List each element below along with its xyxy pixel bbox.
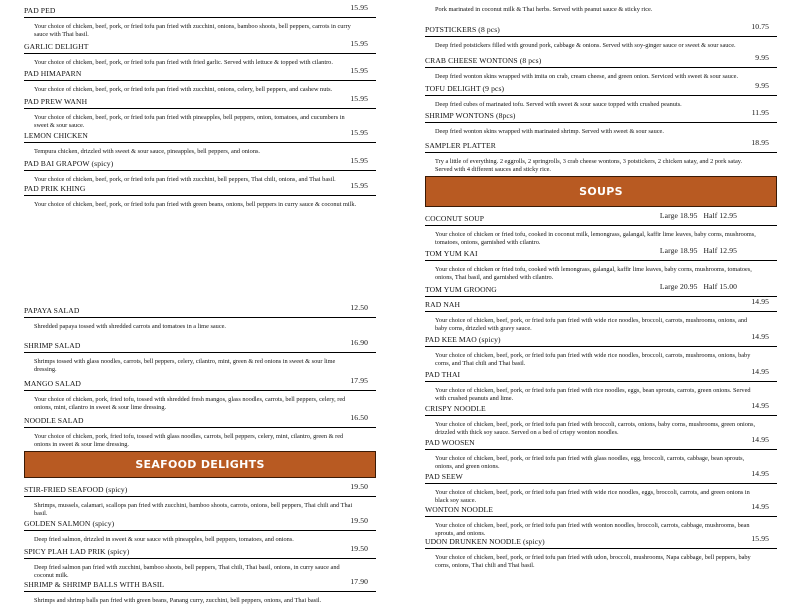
menu-item-divider xyxy=(24,108,376,109)
menu-item-description: Your choice of chicken, beef, pork, or fried tofu pan fried with broccoli, carrots, onions, baby corns, mushrooms, green onions, drizzled with thick soy sauce. Served on a bed of crispy wonton noodles. xyxy=(435,421,756,437)
menu-item-description: Pork marinated in coconut milk & Thai herbs. Served with peanut sauce & sticky rice. xyxy=(435,6,653,13)
menu-item-shrimp-wontons-8pcs xyxy=(425,108,777,135)
menu-item-description: Your choice of chicken, pork, fried tofu, tossed with shredded fresh mangos, glass noodles, carrots, bell peppers, celery, red onions, mint, cilantro in sweet & sour lime dressing. xyxy=(34,396,346,412)
menu-item-price: 15.95 xyxy=(350,128,368,137)
menu-item-size-prices: Large 18.95 Half 12.95 xyxy=(659,246,737,255)
menu-item-name: PAD WOOSEN xyxy=(425,438,475,447)
menu-item-size-prices: Large 20.95 Half 15.00 xyxy=(659,282,737,291)
menu-item-divider xyxy=(425,152,777,153)
menu-item-price: 10.75 xyxy=(751,22,769,31)
menu-item-name: SHRIMP WONTONS (8pcs) xyxy=(425,111,516,120)
menu-item-name: PAD BAI GRAPOW (spicy) xyxy=(24,159,114,168)
menu-item-divider xyxy=(24,170,376,171)
menu-item-name: PAD SEEW xyxy=(425,472,463,481)
menu-item-potstickers-8-pcs xyxy=(425,22,777,49)
menu-item-price: 14.95 xyxy=(751,332,769,341)
menu-item-name: MANGO SALAD xyxy=(24,379,81,388)
menu-item-price: 14.95 xyxy=(751,502,769,511)
menu-item-header xyxy=(425,401,777,416)
menu-item-description: Your choice of chicken, beef, pork, or fried tofu pan fried with zucchini, bell peppers, Thai chili, onions, and Thai basil. xyxy=(34,176,336,183)
menu-item-golden-salmon-spicy xyxy=(24,516,376,543)
menu-item-description: Your choice of chicken, beef, pork, or fried tofu pan fried with wide rice noodles, broccoli, carrots, mushrooms, onions, baby corns, and Thai chili and Thai basil. xyxy=(435,352,751,368)
menu-item-price: 14.95 xyxy=(751,469,769,478)
menu-item-description: Shrimps and shrimp balls pan fried with green beans, Panang curry, zucchini, bell peppers, onions, and Thai basil. xyxy=(34,597,322,604)
menu-item-divider xyxy=(425,36,777,37)
menu-item-divider xyxy=(425,346,777,347)
menu-item-divider xyxy=(24,530,376,531)
menu-item-description: Deep fried potstickers filled with ground pork, cabbage & onions. Served with soy-ginger sauce or sweet & sour sauce. xyxy=(435,42,736,49)
menu-item-wonton-noodle xyxy=(425,502,777,538)
menu-item-header xyxy=(24,39,376,54)
menu-item-name: CRISPY NOODLE xyxy=(425,404,486,413)
menu-item-divider xyxy=(425,548,777,549)
menu-item-pad-bai-grapow-spicy xyxy=(24,156,376,183)
menu-item-name: WONTON NOODLE xyxy=(425,505,494,514)
menu-item-header xyxy=(24,181,376,196)
menu-item-name: GOLDEN SALMON (spicy) xyxy=(24,519,115,528)
menu-item-description: Deep fried salmon, drizzled in sweet & sour sauce with pineapples, bell peppers, tomatoes, and onions. xyxy=(34,536,294,543)
menu-item-description: Your choice of chicken or fried tofu, cooked in coconut milk, lemongrass, galangal, kaffir lime leaves, baby corns, mushrooms, tomatoes, onions, garnished with cilantro. xyxy=(435,231,756,247)
menu-item-divider xyxy=(425,122,777,123)
menu-item-header xyxy=(425,332,777,347)
menu-item-divider xyxy=(425,311,777,312)
menu-item-header xyxy=(425,469,777,484)
menu-item-name: GARLIC DELIGHT xyxy=(24,42,89,51)
menu-item-name: PAD PREW WANH xyxy=(24,97,88,106)
menu-item-rad-nah xyxy=(425,297,777,333)
menu-item-header xyxy=(24,3,376,18)
menu-item-price: 19.50 xyxy=(350,516,368,525)
menu-item-name: PAD PED xyxy=(24,6,56,15)
menu-item-spicy-plah-lad-prik-spicy xyxy=(24,544,376,580)
menu-item-garlic-delight xyxy=(24,39,376,66)
menu-item-divider xyxy=(24,496,376,497)
menu-item-header xyxy=(24,577,376,592)
menu-item-header xyxy=(425,282,777,297)
menu-item-divider xyxy=(425,516,777,517)
menu-item-divider xyxy=(425,381,777,382)
menu-item-divider xyxy=(425,415,777,416)
menu-item-header xyxy=(425,502,777,517)
menu-item-name: NOODLE SALAD xyxy=(24,416,84,425)
menu-item-price: 19.50 xyxy=(350,544,368,553)
menu-item-header xyxy=(24,94,376,109)
menu-item-papaya-salad xyxy=(24,303,376,330)
menu-item-header xyxy=(425,138,777,153)
menu-item-price: 18.95 xyxy=(751,138,769,147)
menu-item-divider xyxy=(425,95,777,96)
menu-item-crab-cheese-wontons-8-pcs xyxy=(425,53,777,80)
menu-item-name: RAD NAH xyxy=(425,300,461,309)
soups-banner: SOUPS xyxy=(425,176,777,207)
menu-item-name: SHRIMP SALAD xyxy=(24,341,81,350)
menu-item-pad-thai xyxy=(425,367,777,403)
menu-item-description: Shrimps, mussels, calamari, scallops pan fried with zucchini, bamboo shoots, carrots, onions, bell peppers, Thai chili and Thai basil. xyxy=(34,502,353,518)
menu-item-shrimp-salad xyxy=(24,338,376,374)
menu-item-header xyxy=(24,482,376,497)
menu-item-header xyxy=(425,81,777,96)
menu-item-lemon-chicken xyxy=(24,128,376,155)
menu-item-size-prices: Large 18.95 Half 12.95 xyxy=(659,211,737,220)
menu-item-divider xyxy=(425,260,777,261)
menu-item-description: Your choice of chicken or fried tofu, cooked with lemongrass, galangal, kaffir lime leaves, baby corns, mushrooms, tomatoes, onions, Thai basil, and garnished with cilantro. xyxy=(435,266,752,282)
menu-item-divider xyxy=(425,296,777,297)
menu-item-name: SPICY PLAH LAD PRIK (spicy) xyxy=(24,547,130,556)
menu-item-header xyxy=(425,534,777,549)
menu-item-description: Your choice of chicken, beef, pork, or fried tofu pan fried with udon, broccoli, mushrooms, Napa cabbage, bell peppers, baby corns, onions, Thai chili and Thai basil. xyxy=(435,554,751,570)
menu-item-description: Deep fried cubes of marinated tofu. Served with sweet & sour sauce topped with crushed peanuts. xyxy=(435,101,682,108)
menu-item-divider xyxy=(24,80,376,81)
menu-item-divider xyxy=(24,390,376,391)
menu-item-header xyxy=(24,516,376,531)
menu-item-description: Your choice of chicken, beef, pork, or fried tofu pan fried with wide rice noodles, broccoli, carrots, mushrooms, onions, and baby corns, drizzled with gravy sauce. xyxy=(435,317,748,333)
menu-item-price: 16.90 xyxy=(350,338,368,347)
menu-item-price: 17.95 xyxy=(350,376,368,385)
menu-item-description: Your choice of chicken, pork, fried tofu, tossed with glass noodles, carrots, bell peppers, celery, mint, cilantro, green & red onions in sweet & sour lime dressing. xyxy=(34,433,344,449)
menu-item-divider xyxy=(24,558,376,559)
menu-item-description: Your choice of chicken, beef, pork, or fried tofu pan fried with zucchini, onions, celery, bell peppers, and cashew nuts. xyxy=(34,86,333,93)
menu-item-header xyxy=(24,544,376,559)
menu-item-description: Your choice of chicken, beef, pork, or fried tofu pan fried with glass noodles, egg, broccoli, carrots, cabbage, bean sprouts, onions, and green onions. xyxy=(435,455,745,471)
menu-item-name: SHRIMP & SHRIMP BALLS WITH BASIL xyxy=(24,580,165,589)
menu-item-price: 19.50 xyxy=(350,482,368,491)
menu-item-price: 9.95 xyxy=(755,53,769,62)
menu-item-name: PAD KEE MAO (spicy) xyxy=(425,335,501,344)
menu-item-mango-salad xyxy=(24,376,376,412)
menu-item-description: Your choice of chicken, beef, pork, or fried tofu pan fried with zucchini, onions, bamboo shoots, bell peppers, carrots in curry sauce with Thai basil. xyxy=(34,23,351,39)
menu-item-name: LEMON CHICKEN xyxy=(24,131,88,140)
menu-item-name: TOFU DELIGHT (9 pcs) xyxy=(425,84,505,93)
menu-item-description: Your choice of chicken, beef, pork, or fried tofu pan fried with wide rice noodles, eggs, broccoli, carrots, and green onions in black soy sauce. xyxy=(435,489,750,505)
menu-item-name: PAD THAI xyxy=(425,370,461,379)
menu-item-price: 14.95 xyxy=(751,401,769,410)
menu-item-divider xyxy=(24,195,376,196)
menu-item-description: Deep fried wonton skins wrapped with imita on crab, cream cheese, and green onion. Serviced with sweet & sour sauce. xyxy=(435,73,739,80)
menu-item-pad-prik-khing xyxy=(24,181,376,208)
menu-item-divider xyxy=(24,427,376,428)
menu-item-header xyxy=(425,367,777,382)
menu-item-pad-woosen xyxy=(425,435,777,471)
menu-item-udon-drunken-noodle-spicy xyxy=(425,534,777,570)
menu-item-pad-kee-mao-spicy xyxy=(425,332,777,368)
menu-item-price: 15.95 xyxy=(350,181,368,190)
menu-item-noodle-salad xyxy=(24,413,376,449)
menu-item-divider xyxy=(24,317,376,318)
menu-item-name: CRAB CHEESE WONTONS (8 pcs) xyxy=(425,56,542,65)
menu-item-pad-prew-wanh xyxy=(24,94,376,130)
menu-item-description: Your choice of chicken, beef, pork, or fried tofu pan fried with rice noodles, eggs, bean sprouts, carrots, green onions. Served with crushed peanuts and lime. xyxy=(435,387,751,403)
menu-item-price: 15.95 xyxy=(350,94,368,103)
menu-item-description: Try a little of everything. 2 eggrolls, 2 springrolls, 3 crab cheese wontons, 3 potstickers, 2 chicken satay, and 2 pork satay. Served with 4 different sauces and sticky rice. xyxy=(435,158,743,174)
menu-item-divider xyxy=(425,483,777,484)
menu-item-tom-yum-groong xyxy=(425,282,777,297)
menu-item-description: Shrimps tossed with glass noodles, carrots, bell peppers, celery, cilantro, mint, green & red onions in sweet & sour lime dressing. xyxy=(34,358,336,374)
menu-item-name: PAD PRIK KHING xyxy=(24,184,86,193)
menu-item-price: 15.95 xyxy=(350,156,368,165)
menu-item-divider xyxy=(24,53,376,54)
menu-item-description: Your choice of chicken, beef, pork, or fried tofu pan fried with green beans, onions, bell peppers in curry sauce & coconut milk. xyxy=(34,201,357,208)
menu-item-name: STIR-FRIED SEAFOOD (spicy) xyxy=(24,485,128,494)
menu-item-header xyxy=(425,22,777,37)
menu-item-header xyxy=(24,303,376,318)
menu-item-divider xyxy=(24,352,376,353)
menu-item-header xyxy=(24,338,376,353)
menu-item-price: 9.95 xyxy=(755,81,769,90)
menu-item-divider xyxy=(425,225,777,226)
menu-item-price: 16.50 xyxy=(350,413,368,422)
menu-item-divider xyxy=(425,67,777,68)
menu-item-crispy-noodle xyxy=(425,401,777,437)
menu-item-price: 12.50 xyxy=(350,303,368,312)
menu-item-header xyxy=(425,211,777,226)
menu-item-header xyxy=(425,435,777,450)
menu-item-price: 15.95 xyxy=(350,3,368,12)
menu-item-price: 15.95 xyxy=(350,39,368,48)
menu-item-description: Shredded papaya tossed with shredded carrots and tomatoes in a lime sauce. xyxy=(34,323,226,330)
menu-item-description: Your choice of chicken, beef, pork, or fried tofu pan fried with pineapples, bell peppers, onion, tomatoes, and cucumbers in sweet & sour sauce. xyxy=(34,114,345,130)
menu-item-header xyxy=(24,128,376,143)
menu-item-header xyxy=(24,413,376,428)
menu-item-price: 15.95 xyxy=(350,66,368,75)
menu-item-header xyxy=(24,156,376,171)
menu-item-header xyxy=(425,108,777,123)
menu-item-price: 15.95 xyxy=(751,534,769,543)
menu-item-coconut-soup xyxy=(425,211,777,247)
menu-item-header xyxy=(425,246,777,261)
seafood-delights-banner: SEAFOOD DELIGHTS xyxy=(24,451,376,478)
menu-item-pad-himaparn xyxy=(24,66,376,93)
menu-item-name: TOM YUM KAI xyxy=(425,249,478,258)
menu-item-pad-ped xyxy=(24,3,376,39)
menu-item-header xyxy=(425,297,777,312)
menu-item-header xyxy=(24,376,376,391)
menu-item-description: Deep fried salmon pan fried with zucchini, bamboo shoots, bell peppers, Thai chili, Thai basil, onions, in curry sauce and coconut milk. xyxy=(34,564,340,580)
menu-item-description: Your choice of chicken, beef, pork, or fried tofu pan fried with wonton noodles, broccoli, carrots, cabbage, mushrooms, bean sprouts, and onions. xyxy=(435,522,750,538)
menu-item-tofu-delight-9-pcs xyxy=(425,81,777,108)
menu-item-pad-seew xyxy=(425,469,777,505)
menu-item-tom-yum-kai xyxy=(425,246,777,282)
menu-item-divider xyxy=(24,17,376,18)
menu-item-stir-fried-seafood-spicy xyxy=(24,482,376,518)
menu-item-description: Your choice of chicken, beef, pork, or fried tofu pan fried with fried garlic. Served with lettuce & topped with cilantro. xyxy=(34,59,333,66)
menu-item-name: TOM YUM GROONG xyxy=(425,285,497,294)
menu-item-description: Tempura chicken, drizzled with sweet & sour sauce, pineapples, bell peppers, and onions. xyxy=(34,148,261,155)
menu-item-divider xyxy=(24,142,376,143)
menu-item-divider xyxy=(24,591,376,592)
menu-item-name: PAD HIMAPARN xyxy=(24,69,82,78)
menu-item-price: 17.90 xyxy=(350,577,368,586)
menu-item-name: COCONUT SOUP xyxy=(425,214,485,223)
menu-item-header xyxy=(24,66,376,81)
menu-item-sampler-platter xyxy=(425,138,777,174)
menu-item-price: 11.95 xyxy=(751,108,769,117)
menu-item-name: UDON DRUNKEN NOODLE (spicy) xyxy=(425,537,545,546)
menu-item-header xyxy=(425,53,777,68)
menu-item-price: 14.95 xyxy=(751,297,769,306)
menu-item-name: POTSTICKERS (8 pcs) xyxy=(425,25,500,34)
menu-item-price: 14.95 xyxy=(751,367,769,376)
menu-item-divider xyxy=(425,449,777,450)
menu-item-shrimp-shrimp-balls-with-basil xyxy=(24,577,376,604)
menu-item-price: 14.95 xyxy=(751,435,769,444)
menu-item-name: SAMPLER PLATTER xyxy=(425,141,496,150)
menu-item-description: Deep fried wonton skins wrapped with marinated shrimp. Served with sweet & sour sauce. xyxy=(435,128,664,135)
menu-item-name: PAPAYA SALAD xyxy=(24,306,80,315)
